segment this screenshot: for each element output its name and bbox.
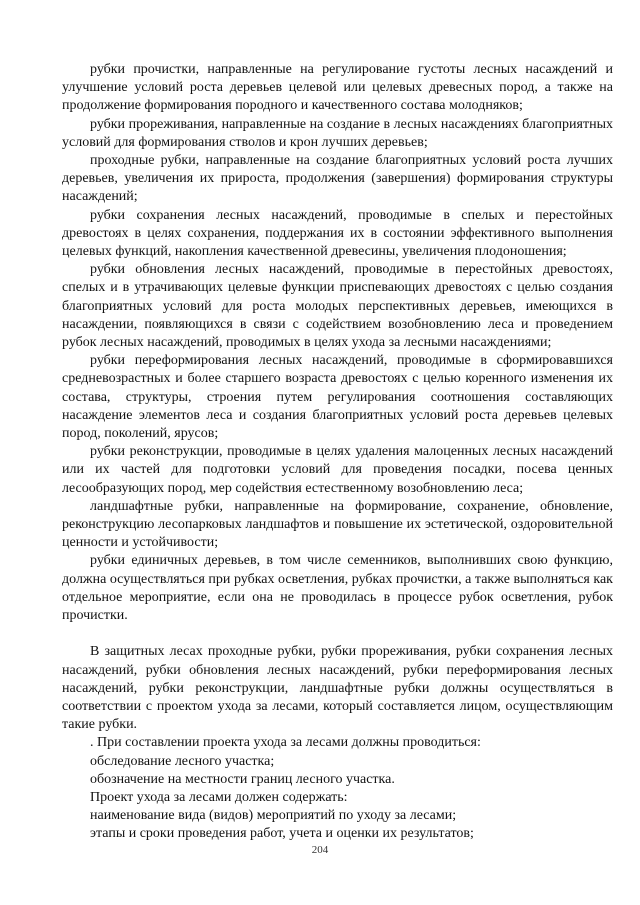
paragraph-thinning: рубки прореживания, направленные на создание в лесных насаждениях благоприятных условий для формирования стволов и крон лучших деревьев;: [62, 116, 613, 150]
paragraph-boundary-marking: обозначение на местности границ лесного участка.: [90, 771, 395, 787]
paragraph-single-tree-cuts: рубки единичных деревьев, в том числе семенников, выполнивших свою функцию, должна осуществляться при рубках осветления, рубках прочистки, а также выполняться как отдельное мероприятие, если она не проводилась в процессе рубок осветления, рубок прочистки.: [62, 553, 613, 624]
paragraph-preservation-cuts: рубки сохранения лесных насаждений, проводимые в спелых и перестойных древостоях в целях сохранения, поддержания их в состоянии эффективного выполнения целевых функций, накопления качественной древесины, увеличения плодоношения;: [62, 207, 613, 260]
paragraph-project-contents: Проект ухода за лесами должен содержать:: [90, 789, 348, 805]
paragraph-landscape-cuts: ландшафтные рубки, направленные на формирование, сохранение, обновление, реконструкцию лесопарковых ландшафтов и повышение их эстетической, оздоровительной ценности и устойчивости;: [62, 498, 613, 551]
paragraph-stages-and-terms: этапы и сроки проведения работ, учета и оценки их результатов;: [90, 826, 474, 842]
body-text: [62, 61, 613, 844]
paragraph-site-survey: обследование лесного участка;: [90, 753, 275, 769]
paragraph-project-preparation: . При составлении проекта ухода за лесами должны проводиться:: [90, 735, 481, 751]
paragraph-passing-cuts: проходные рубки, направленные на создание благоприятных условий роста лучших деревьев, увеличения их прироста, продолжения (завершения) формирования структуры насаждений;: [62, 153, 613, 205]
paragraph-protective-forests: В защитных лесах проходные рубки, рубки прореживания, рубки сохранения лесных насаждений, рубки обновления лесных насаждений, рубки переформирования лесных насаждений, рубки реконструкции, ландшафтные рубки должны осуществляться в соответствии с проектом ухода за лесами, который составляется лицом, осуществляющим такие рубки.: [62, 644, 613, 733]
paragraph-activity-name: наименование вида (видов) мероприятий по уходу за лесами;: [90, 808, 457, 824]
paragraph-renewal-cuts: рубки обновления лесных насаждений, проводимые в перестойных древостоях, спелых и в утрачивающих целевые функции приспевающих древостоях с целью создания благоприятных условий для роста молодых перспективных деревьев, имеющихся в насаждении, появляющихся в связи с содействием возобновлению леса и проведением рубок лесных насаждений, проводимых в целях ухода за лесными насаждениями;: [62, 262, 613, 351]
paragraph-reconstruction-cuts: рубки реконструкции, проводимые в целях удаления малоценных лесных насаждений или их частей для подготовки условий для проведения посадки, посева ценных лесообразующих пород, мер содействия естественному возобновлению леса;: [62, 444, 613, 496]
paragraph-reformation-cuts: рубки переформирования лесных насаждений, проводимые в сформировавшихся средневозрастных и более старшего возраста древостоях с целью коренного изменения их состава, структуры, строения путем регулирования соотношения составляющих насаждение элементов леса и создания благоприятных условий роста деревьев целевых пород, поколений, ярусов;: [62, 353, 613, 442]
page-number: 204: [311, 844, 329, 856]
paragraph-thinning-cleaning: рубки прочистки, направленные на регулирование густоты лесных насаждений и улучшение условий роста деревьев целевой или целевых древесных пород, а также на продолжение формирования породного и качественного состава молодняков;: [62, 62, 613, 114]
